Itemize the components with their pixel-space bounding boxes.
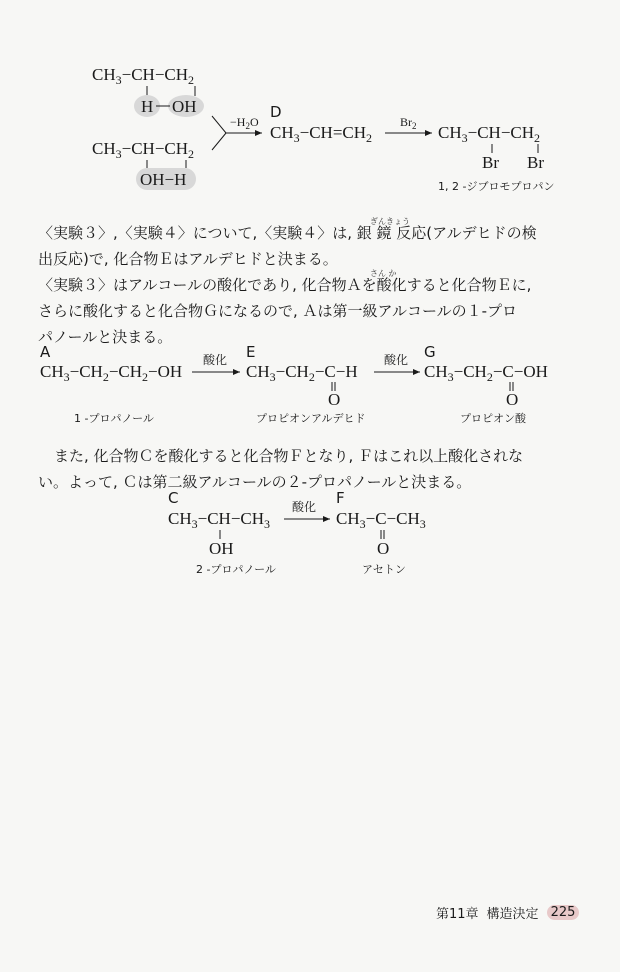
name-acetone: アセトン	[362, 563, 406, 576]
scheme1-top-molecule	[92, 65, 204, 117]
bottom-mol-row1: $CH_3-CH-CH_2$	[92, 139, 195, 161]
arrow2-label: 酸化	[384, 353, 409, 367]
molecule-e-oxygen: O	[328, 390, 341, 409]
name-propionic-acid: プロピオン酸	[460, 412, 526, 425]
para2-line2: さらに酸化すると化合物Ｇになるので, Ａは第一級アルコールの１-プロ	[38, 302, 518, 320]
top-mol-oh: OH	[172, 97, 197, 116]
arrow3-label: 酸化	[292, 500, 317, 514]
product-br1: Br	[482, 153, 499, 172]
dehydration-label: $-H_2O$	[230, 115, 259, 131]
scheme1-bottom-molecule	[92, 139, 196, 190]
reagent-br2: $Br_2$	[400, 115, 417, 131]
label-f: F	[336, 489, 345, 507]
name-2-propanol: 2 -プロパノール	[196, 563, 276, 576]
ruby-sanka: さん か	[370, 269, 397, 278]
page-number: 225	[547, 905, 580, 920]
compound-d-label: D	[270, 103, 282, 121]
top-mol-row1: $CH_3-CH-CH_2$	[92, 65, 195, 87]
top-mol-h: H	[141, 97, 154, 116]
molecule-c: $CH_3-CH-CH_3$	[168, 509, 271, 531]
dibromopropane	[438, 123, 544, 172]
molecule-f-oxygen: O	[377, 539, 390, 558]
product-br2: Br	[527, 153, 544, 172]
para3-line1: また, 化合物Ｃを酸化すると化合物Ｆとなり, Ｆはこれ以上酸化されな	[54, 447, 524, 465]
ruby-ginkyou: ぎんきょう	[370, 217, 410, 226]
molecule-g: $CH_3-CH_2-C-OH$	[424, 362, 548, 384]
footer-chapter: 第11章	[436, 907, 479, 922]
footer-section: 構造決定	[486, 907, 539, 922]
molecule-f: $CH_3-C-CH_3$	[336, 509, 426, 531]
molecule-a: $CH_3-CH_2-CH_2-OH$	[40, 362, 183, 384]
label-a: A	[40, 343, 51, 361]
dibromopropane-name: 1, 2 -ジブロモプロパン	[438, 180, 555, 193]
molecule-g-oxygen: O	[506, 390, 519, 409]
label-g: G	[424, 343, 436, 361]
arrow1-label: 酸化	[203, 353, 228, 367]
bottom-mol-oh-h: OH−H	[140, 170, 187, 189]
product-row1: $CH_3-CH-CH_2$	[438, 123, 541, 145]
page-footer	[436, 903, 579, 922]
name-propionaldehyde: プロピオンアルデヒド	[256, 412, 366, 425]
molecule-e: $CH_3-CH_2-C-H$	[246, 362, 358, 384]
compound-d: $CH_3-CH=CH_2$	[270, 123, 373, 145]
para1-line1: 〈実験３〉,〈実験４〉について,〈実験４〉は, 銀 鏡 反応(アルデヒドの検	[38, 224, 537, 242]
para3-line2: い。よって, Ｃは第二級アルコールの２-プロパノールと決まる。	[38, 473, 472, 491]
para2-line1: 〈実験３〉はアルコールの酸化であり, 化合物Ａを酸化すると化合物Ｅに,	[38, 276, 532, 294]
para1-line2: 出反応)で, 化合物Ｅはアルデヒドと決まる。	[38, 250, 338, 268]
label-e: E	[246, 343, 256, 361]
para2-line3: パノールと決まる。	[38, 328, 173, 346]
name-propanol: 1 -プロパノール	[74, 412, 154, 425]
label-c: C	[168, 489, 179, 507]
molecule-c-oh: OH	[209, 539, 234, 558]
